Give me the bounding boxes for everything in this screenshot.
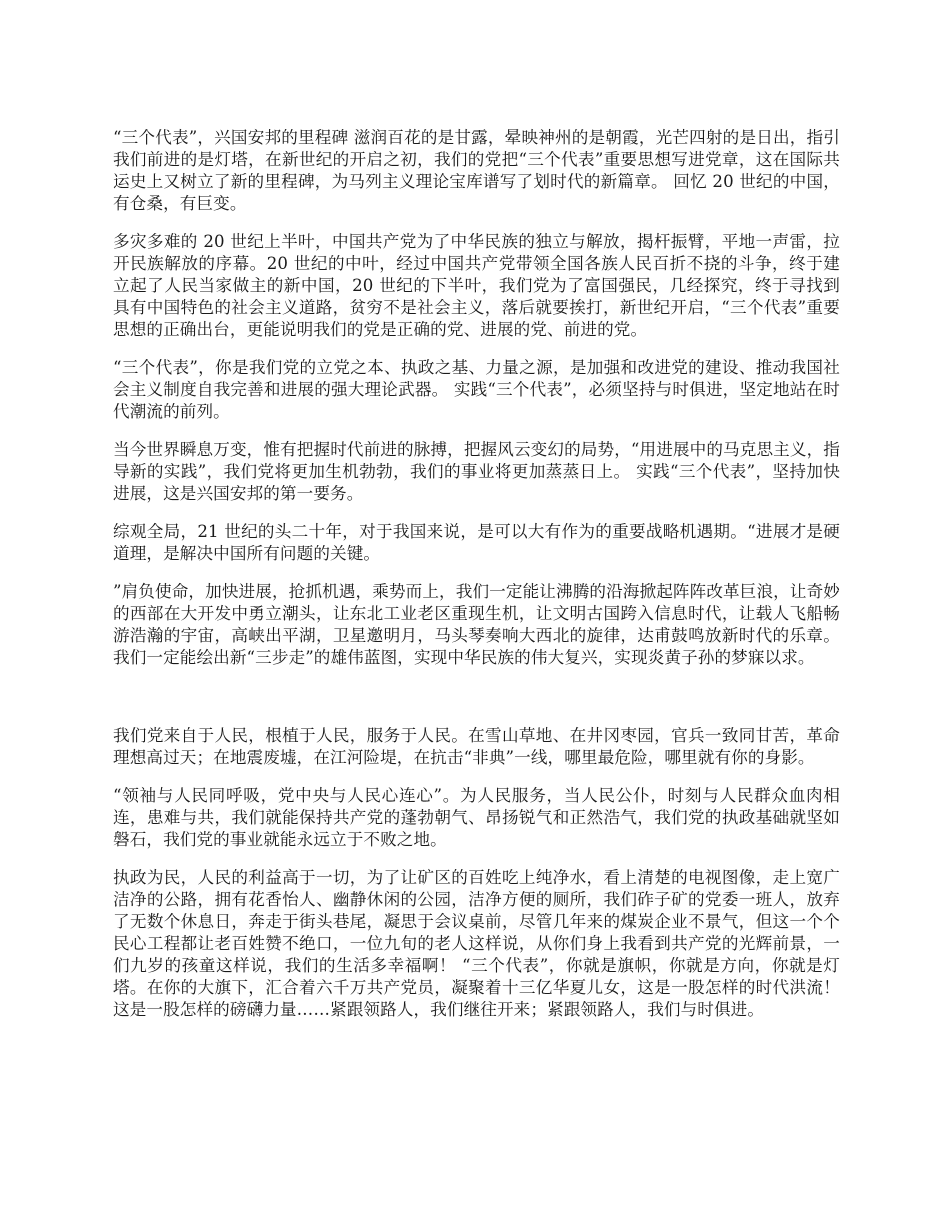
document-body [113, 127, 840, 1037]
paragraph-5: 综观全局，21 世纪的头二十年，对于我国来说，是可以大有作为的重要战略机遇期。“进展才是硬道理，是解决中国所有问题的关键。 [113, 522, 840, 563]
paragraph-7: 我们党来自于人民，根植于人民，服务于人民。在雪山草地、在井冈枣园，官兵一致同甘苦，革命理想高过天；在地震废墟，在江河险堤，在抗击“非典”一线，哪里最危险，哪里就有你的身影。 [113, 726, 840, 767]
paragraph-4: 当今世界瞬息万变，惟有把握时代前进的脉搏，把握风云变幻的局势，“用进展中的马克思主义，指导新的实践”，我们党将更加生机勃勃，我们的事业将更加蒸蒸日上。 实践“三个代表”，坚持加快进展，这是兴国安邦的第一要务。 [113, 440, 840, 503]
paragraph-2: 多灾多难的 20 世纪上半叶，中国共产党为了中华民族的独立与解放，揭杆振臂，平地一声雷，拉开民族解放的序幕。20 世纪的中叶，经过中国共产党带领全国各族人民百折不挠的斗争，终于建立起了人民当家做主的新中国，20 世纪的下半叶，我们党为了富国强民，几经探究，终于寻找到具有中国特色的社会主义道路，贫穷不是社会主义，落后就要挨打，新世纪开启，“三个代表”重要思想的正确出台，更能说明我们的党是正确的党、进展的党、前进的党。 [113, 232, 840, 339]
paragraph-6: ”肩负使命，加快进展，抢抓机遇，乘势而上，我们一定能让沸腾的沿海掀起阵阵改革巨浪，让奇妙的西部在大开发中勇立潮头，让东北工业老区重现生机，让文明古国跨入信息时代，让载人飞船畅游浩瀚的宇宙，高峡出平湖，卫星邀明月，马头琴奏响大西北的旋律，达甫鼓鸣放新时代的乐章。我们一定能绘出新“三步走”的雄伟蓝图，实现中华民族的伟大复兴，实现炎黄子孙的梦寐以求。 [113, 582, 840, 667]
paragraph-8: “领袖与人民同呼吸，党中央与人民心连心”。为人民服务，当人民公仆，时刻与人民群众血肉相连，患难与共，我们就能保持共产党的蓬勃朝气、昂扬锐气和正然浩气，我们党的执政基础就坚如磐石，我们党的事业就能永远立于不败之地。 [113, 786, 840, 849]
paragraph-3: “三个代表”，你是我们党的立党之本、执政之基、力量之源，是加强和改进党的建设、推动我国社会主义制度自我完善和进展的强大理论武器。 实践“三个代表”，必须坚持与时俱进，坚定地站在时代潮流的前列。 [113, 358, 840, 421]
paragraph-1: “三个代表”，兴国安邦的里程碑 滋润百花的是甘露，晕映神州的是朝霞，光芒四射的是日出，指引我们前进的是灯塔，在新世纪的开启之初，我们的党把“三个代表”重要思想写进党章，这在国际共运史上又树立了新的里程碑，为马列主义理论宝库谱写了划时代的新篇章。 回忆 20 世纪的中国，有仓桑，有巨变。 [113, 128, 840, 213]
section-gap [113, 685, 840, 725]
paragraph-9: 执政为民，人民的利益高于一切，为了让矿区的百姓吃上纯净水，看上清楚的电视图像，走上宽广洁净的公路，拥有花香怡人、幽静休闲的公园，洁净方便的厕所，我们砟子矿的党委一班人，放弃了无数个休息日，奔走于街头巷尾，凝思于会议桌前，尽管几年来的煤炭企业不景气，但这一个个民心工程都让老百姓赞不绝口，一位九旬的老人这样说，从你们身上我看到共产党的光辉前景，一们九岁的孩童这样说，我们的生活多幸福啊！ “三个代表”，你就是旗帜，你就是方向，你就是灯塔。在你的大旗下，汇合着六千万共产党员，凝聚着十三亿华夏儿女，这是一股怎样的时代洪流！这是一股怎样的磅礴力量……紧跟领路人，我们继往开来；紧跟领路人，我们与时俱进。 [113, 868, 840, 1019]
